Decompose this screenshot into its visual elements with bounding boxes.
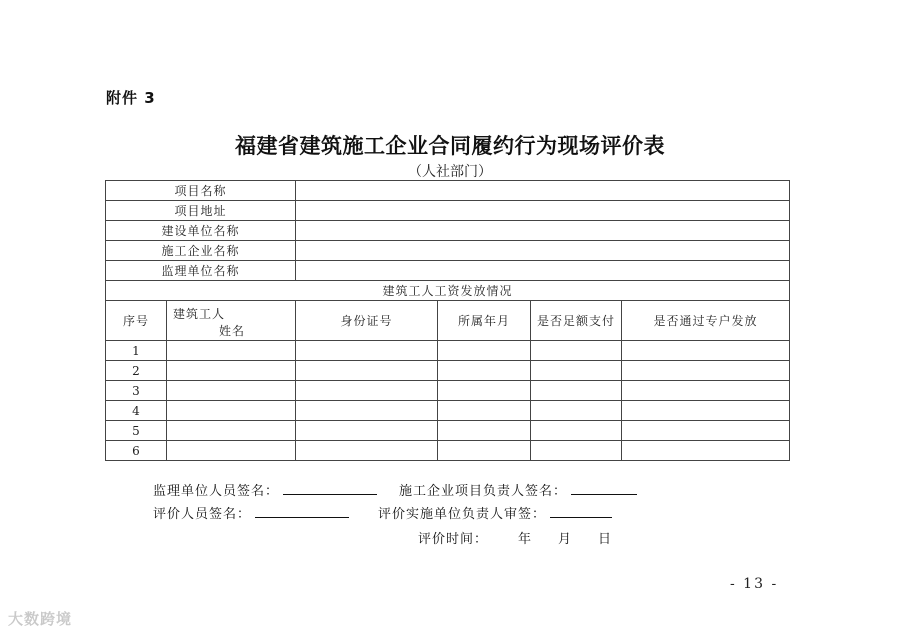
table-row: [106, 341, 790, 361]
cell-field[interactable]: [167, 421, 296, 441]
cell-field[interactable]: [296, 361, 438, 381]
cell-field[interactable]: [438, 361, 531, 381]
info-row-supervisor: [106, 261, 790, 281]
cell-field[interactable]: [438, 341, 531, 361]
cell-field[interactable]: [167, 381, 296, 401]
evaluator-signature-line: [153, 503, 349, 522]
eval-unit-lead-signature-label: 评价实施单位负责人审签：: [378, 507, 547, 522]
table-row: [106, 441, 790, 461]
form-subtitle: （人社部门）: [408, 164, 492, 180]
evaluator-signature-field[interactable]: [255, 505, 349, 518]
info-row-project-name: [106, 181, 790, 201]
info-value-field[interactable]: [296, 221, 790, 241]
cell-field[interactable]: [622, 421, 790, 441]
section-header-row: [106, 281, 790, 301]
row-number: 4: [106, 401, 167, 421]
contractor-lead-signature-field[interactable]: [571, 482, 637, 495]
row-number: 6: [106, 441, 167, 461]
year-label: 年: [518, 532, 533, 547]
info-label: 项目地址: [106, 201, 296, 221]
row-number: 3: [106, 381, 167, 401]
contractor-lead-signature-line: [399, 480, 637, 499]
cell-field[interactable]: [531, 381, 622, 401]
col-header-month: 所属年月: [438, 301, 531, 341]
table-row: [106, 401, 790, 421]
cell-field[interactable]: [622, 381, 790, 401]
page-number: - 13 -: [730, 576, 779, 592]
supervisor-signature-label: 监理单位人员签名：: [153, 484, 280, 499]
month-label: 月: [558, 532, 573, 547]
evaluator-signature-label: 评价人员签名：: [153, 507, 252, 522]
cell-field[interactable]: [296, 341, 438, 361]
cell-field[interactable]: [167, 401, 296, 421]
eval-unit-lead-signature-field[interactable]: [550, 505, 612, 518]
row-number: 2: [106, 361, 167, 381]
info-label: 建设单位名称: [106, 221, 296, 241]
col-header-id-number: 身份证号: [296, 301, 438, 341]
info-row-contractor: [106, 241, 790, 261]
form-title: 福建省建筑施工企业合同履约行为现场评价表: [235, 134, 665, 158]
eval-time-label: 评价时间：: [418, 532, 489, 547]
evaluation-table: [105, 180, 790, 461]
contractor-lead-signature-label: 施工企业项目负责人签名：: [399, 484, 568, 499]
col-header-seq: 序号: [106, 301, 167, 341]
row-number: 5: [106, 421, 167, 441]
cell-field[interactable]: [622, 401, 790, 421]
cell-field[interactable]: [622, 441, 790, 461]
cell-field[interactable]: [296, 401, 438, 421]
cell-field[interactable]: [438, 441, 531, 461]
col-header-worker-name: [167, 301, 296, 341]
worker-header-line2: 姓名: [219, 324, 246, 338]
supervisor-signature-line: [153, 480, 377, 499]
cell-field[interactable]: [531, 401, 622, 421]
eval-unit-lead-signature-line: [378, 503, 612, 522]
col-header-dedicated-account: 是否通过专户发放: [622, 301, 790, 341]
attachment-label: 附件 3: [106, 89, 156, 107]
row-number: 1: [106, 341, 167, 361]
info-label: 监理单位名称: [106, 261, 296, 281]
column-header-row: [106, 301, 790, 341]
info-row-builder: [106, 221, 790, 241]
cell-field[interactable]: [167, 341, 296, 361]
cell-field[interactable]: [531, 441, 622, 461]
day-label: 日: [598, 532, 613, 547]
cell-field[interactable]: [531, 341, 622, 361]
cell-field[interactable]: [296, 421, 438, 441]
cell-field[interactable]: [531, 421, 622, 441]
cell-field[interactable]: [531, 361, 622, 381]
cell-field[interactable]: [296, 381, 438, 401]
cell-field[interactable]: [438, 401, 531, 421]
info-label: 项目名称: [106, 181, 296, 201]
info-value-field[interactable]: [296, 181, 790, 201]
cell-field[interactable]: [167, 361, 296, 381]
evaluation-date-line: [418, 528, 612, 547]
supervisor-signature-field[interactable]: [283, 482, 377, 495]
watermark-logo: 大数跨境: [8, 610, 73, 628]
info-label: 施工企业名称: [106, 241, 296, 261]
col-header-full-paid: 是否足额支付: [531, 301, 622, 341]
cell-field[interactable]: [622, 361, 790, 381]
section-title: 建筑工人工资发放情况: [106, 281, 790, 301]
cell-field[interactable]: [296, 441, 438, 461]
info-value-field[interactable]: [296, 201, 790, 221]
cell-field[interactable]: [438, 421, 531, 441]
cell-field[interactable]: [167, 441, 296, 461]
cell-field[interactable]: [622, 341, 790, 361]
worker-header-line1: 建筑工人: [173, 307, 226, 321]
info-row-project-address: [106, 201, 790, 221]
cell-field[interactable]: [438, 381, 531, 401]
table-row: [106, 381, 790, 401]
info-value-field[interactable]: [296, 241, 790, 261]
table-row: [106, 421, 790, 441]
info-value-field[interactable]: [296, 261, 790, 281]
table-row: [106, 361, 790, 381]
